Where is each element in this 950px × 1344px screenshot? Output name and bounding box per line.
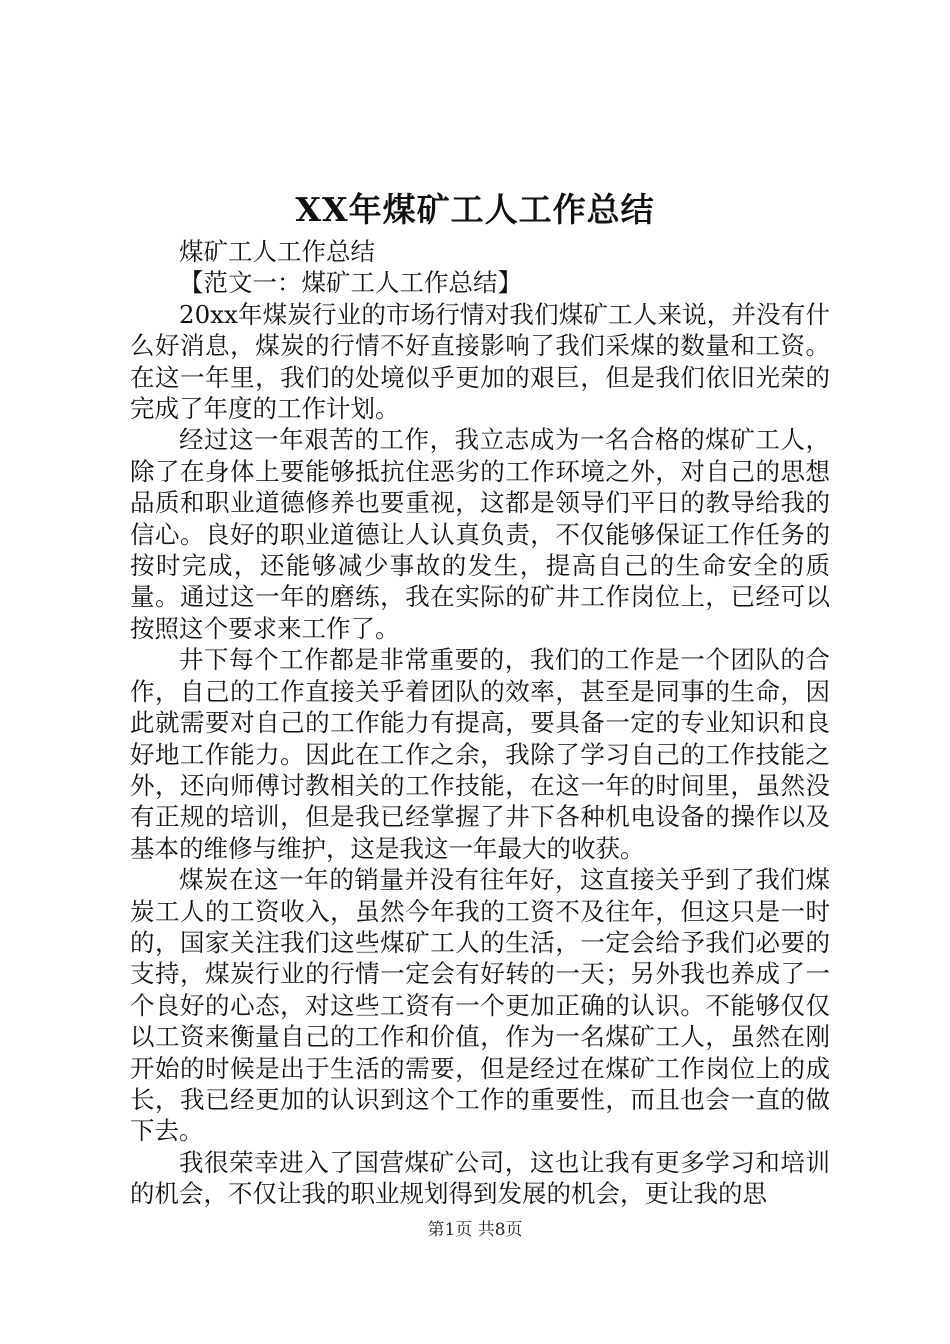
page-number-footer: 第1页 共8页 bbox=[427, 1220, 523, 1240]
section-heading: 【范文一：煤矿工人工作总结】 bbox=[179, 268, 522, 298]
body-paragraph: 我很荣幸进入了国营煤矿公司，这也让我有更多学习和培训的机会，不仅让我的职业规划得到发展的机会，更让我的思 bbox=[130, 1147, 830, 1209]
document-title: XX年煤矿工人工作总结 bbox=[295, 190, 655, 229]
body-paragraph: 20xx年煤炭行业的市场行情对我们煤矿工人来说，并没有什么好消息，煤炭的行情不好直接影响了我们采煤的数量和工资。在这一年里，我们的处境似乎更加的艰巨，但是我们依旧光荣的完成了年度的工作计划。 bbox=[130, 299, 830, 424]
body-paragraph: 井下每个工作都是非常重要的，我们的工作是一个团队的合作，自己的工作直接关乎着团队的效率，甚至是同事的生命，因此就需要对自己的工作能力有提高，要具备一定的专业知识和良好地工作能力。因此在工作之余，我除了学习自己的工作技能之外，还向师傅讨教相关的工作技能，在这一年的时间里，虽然没有正规的培训，但是我已经掌握了井下各种机电设备的操作以及基本的维修与维护，这是我这一年最大的收获。 bbox=[130, 645, 830, 863]
subtitle-paragraph: 煤矿工人工作总结 bbox=[179, 237, 375, 266]
body-paragraph: 煤炭在这一年的销量并没有往年好，这直接关乎到了我们煤炭工人的工资收入，虽然今年我的工资不及往年，但这只是一时的，国家关注我们这些煤矿工人的生活，一定会给予我们必要的支持，煤炭行业的行情一定会有好转的一天；另外我也养成了一个良好的心态，对这些工资有一个更加正确的认识。不能够仅仅以工资来衡量自己的工作和价值，作为一名煤矿工人，虽然在刚开始的时候是出于生活的需要，但是经过在煤矿工作岗位上的成长，我已经更加的认识到这个工作的重要性，而且也会一直的做下去。 bbox=[130, 865, 830, 1146]
document-body bbox=[130, 236, 830, 1210]
body-paragraph: 经过这一年艰苦的工作，我立志成为一名合格的煤矿工人，除了在身体上要能够抵抗住恶劣的工作环境之外，对自己的思想品质和职业道德修养也要重视，这都是领导们平日的教导给我的信心。良好的职业道德让人认真负责，不仅能够保证工作任务的按时完成，还能够减少事故的发生，提高自己的生命安全的质量。通过这一年的磨练，我在实际的矿井工作岗位上，已经可以按照这个要求来工作了。 bbox=[130, 425, 830, 643]
